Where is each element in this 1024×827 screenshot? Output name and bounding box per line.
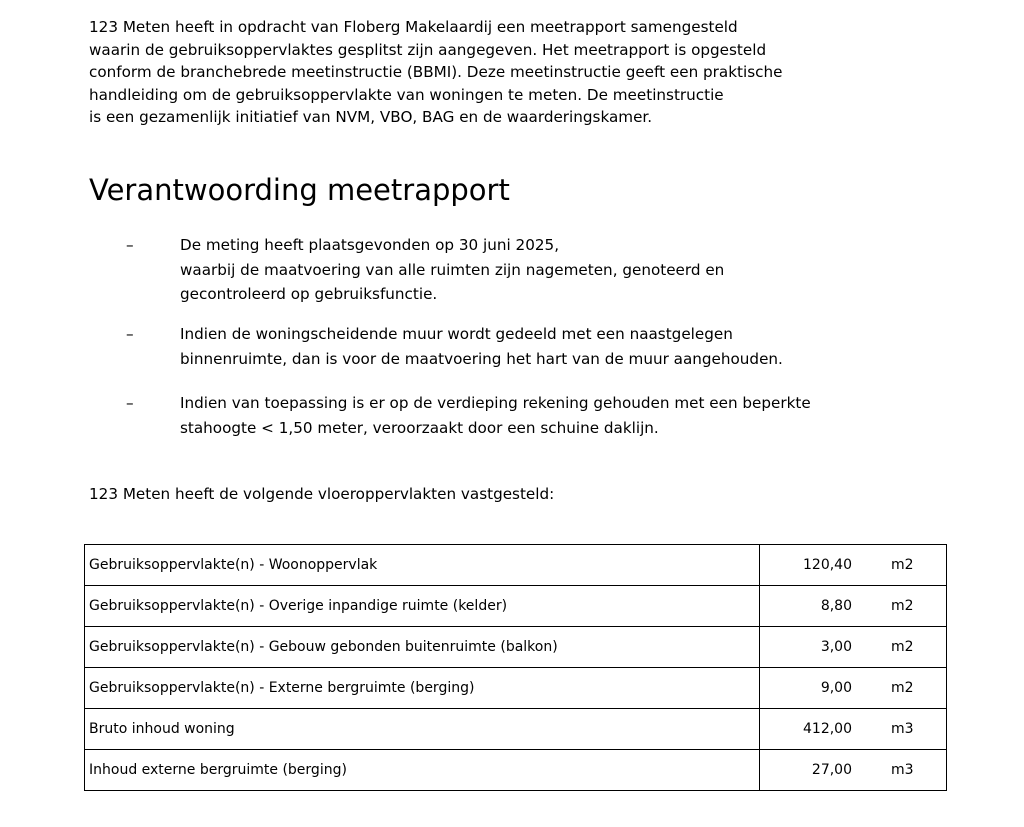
bullet-line: waarbij de maatvoering van alle ruimten zijn nagemeten, genoteerd en	[180, 260, 725, 279]
section-heading: Verantwoording meetrapport	[89, 173, 510, 207]
row-label: Bruto inhoud woning	[85, 709, 760, 750]
intro-line: waarin de gebruiksoppervlaktes gesplitst zijn aangegeven. Het meetrapport is opgesteld	[89, 40, 767, 59]
intro-line: 123 Meten heeft in opdracht van Floberg Makelaardij een meetrapport samengesteld	[89, 18, 738, 36]
table-row	[85, 668, 947, 709]
row-label: Gebruiksoppervlakte(n) - Woonoppervlak	[85, 545, 760, 586]
row-label: Inhoud externe bergruimte (berging)	[85, 750, 760, 791]
table-row	[85, 586, 947, 627]
bullet-marker: –	[126, 236, 134, 254]
row-amount	[760, 545, 947, 586]
bullet-text	[180, 391, 811, 440]
row-unit: m2	[891, 639, 914, 655]
row-value: 9,00	[820, 680, 852, 696]
row-amount	[760, 586, 947, 627]
intro-line: conform de branchebrede meetinstructie (BBMI). Deze meetinstructie geeft een praktische	[89, 63, 783, 82]
row-value: 3,00	[820, 639, 852, 655]
bullet-text	[180, 233, 724, 307]
row-unit: m2	[891, 598, 914, 614]
measurement-table	[84, 544, 947, 791]
bullet-marker: –	[126, 325, 134, 343]
bullet-line: stahoogte < 1,50 meter, veroorzaakt door een schuine daklijn.	[180, 418, 659, 437]
intro-line: is een gezamenlijk initiatief van NVM, VBO, BAG en de waarderingskamer.	[89, 108, 653, 127]
summary-text: 123 Meten heeft de volgende vloeroppervlakten vastgesteld:	[89, 485, 555, 503]
table-row	[85, 545, 947, 586]
row-amount	[760, 709, 947, 750]
row-label: Gebruiksoppervlakte(n) - Overige inpandige ruimte (kelder)	[85, 586, 760, 627]
row-amount	[760, 750, 947, 791]
bullet-line: binnenruimte, dan is voor de maatvoering het hart van de muur aangehouden.	[180, 349, 783, 368]
table-row	[85, 709, 947, 750]
row-amount	[760, 668, 947, 709]
bullet-line: Indien van toepassing is er op de verdieping rekening gehouden met een beperkte	[180, 394, 811, 412]
row-unit: m3	[891, 721, 914, 737]
bullet-text	[180, 322, 783, 371]
bullet-line: De meting heeft plaatsgevonden op 30 juni 2025,	[180, 236, 560, 254]
bullet-line: gecontroleerd op gebruiksfunctie.	[180, 285, 438, 303]
row-unit: m2	[891, 557, 914, 573]
intro-line: handleiding om de gebruiksoppervlakte van woningen te meten. De meetinstructie	[89, 85, 724, 104]
row-label: Gebruiksoppervlakte(n) - Externe bergruimte (berging)	[85, 668, 760, 709]
row-value: 8,80	[820, 598, 852, 614]
row-value: 120,40	[803, 557, 852, 573]
row-unit: m2	[891, 680, 914, 696]
bullet-line: Indien de woningscheidende muur wordt gedeeld met een naastgelegen	[180, 325, 733, 343]
intro-paragraph	[89, 16, 989, 129]
row-unit: m3	[891, 762, 914, 778]
row-label: Gebruiksoppervlakte(n) - Gebouw gebonden buitenruimte (balkon)	[85, 627, 760, 668]
row-value: 27,00	[811, 762, 852, 778]
row-amount	[760, 627, 947, 668]
table-row	[85, 627, 947, 668]
row-value: 412,00	[803, 721, 852, 737]
bullet-marker: –	[126, 394, 134, 412]
table-row	[85, 750, 947, 791]
